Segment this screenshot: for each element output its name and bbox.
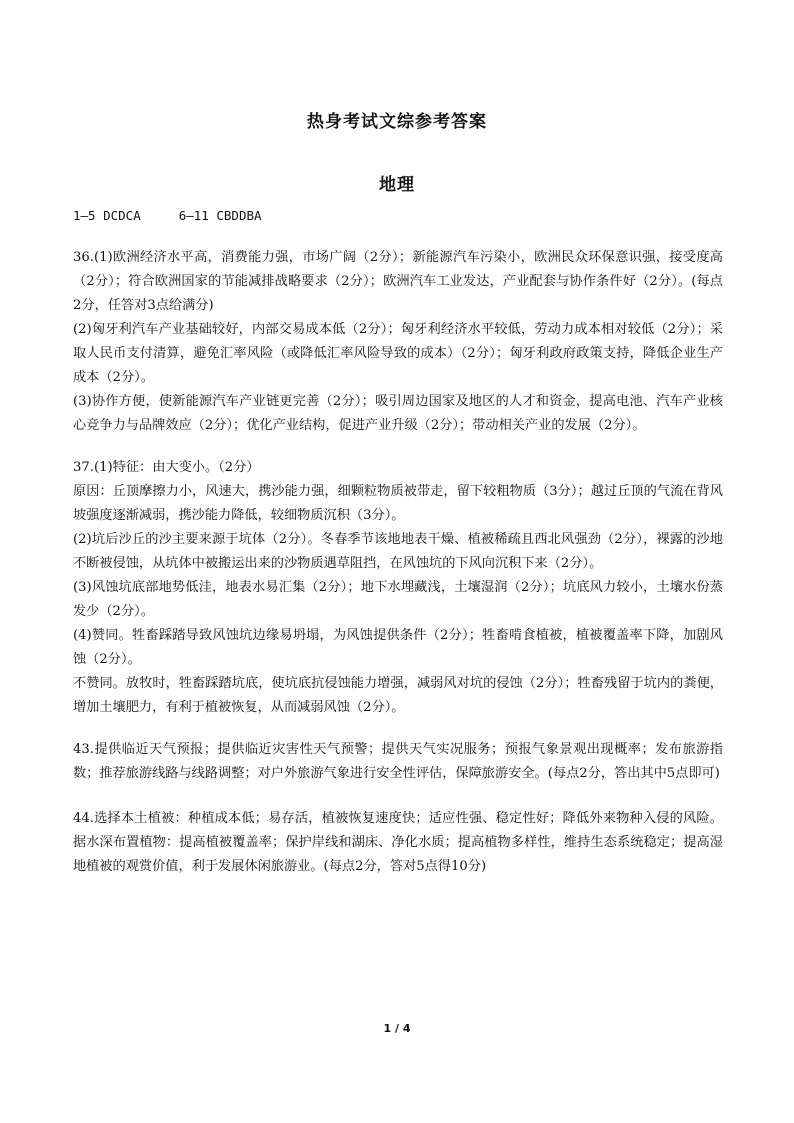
q36-part-1: 36.(1)欧洲经济水平高，消费能力强，市场广阔（2分）；新能源汽车污染小，欧洲民众环保意识强，接受度高（2分）；符合欧洲国家的节能减排战略要求（2分）；欧洲汽车工业发达，产业配套与协作条件好（2分）。(每点2分，任答对3点给满分): [73, 250, 723, 313]
q37-part-3: (3)风蚀坑底部地势低洼，地表水易汇集（2分）；地下水埋藏浅，土壤湿润（2分）；坑底风力较小，土壤水份蒸发少（2分）。: [73, 580, 723, 619]
q36-part-2: (2)匈牙利汽车产业基础较好，内部交易成本低（2分）；匈牙利经济水平较低，劳动力成本相对较低（2分）；采取人民币支付清算，避免汇率风险（或降低汇率风险导致的成本）（2分）；匈牙利政府政策支持，降低企业生产成本（2分）。: [73, 322, 723, 385]
question-44: [73, 807, 723, 879]
mc-answers-1-5: 1—5 DCDCA: [73, 208, 141, 223]
q37-part-1: 37.(1)特征：由大变小。（2分）: [73, 460, 260, 475]
question-37: [73, 456, 723, 720]
mc-answers-6-11: 6—11 CBDDBA: [178, 208, 262, 223]
page-number: 1 / 4: [383, 1022, 411, 1035]
q37-part-2: (2)坑后沙丘的沙主要来源于坑体（2分）。冬春季节该地地表干燥、植被稀疏且西北风强劲（2分），裸露的沙地不断被侵蚀，从坑体中被搬运出来的沙物质遇草阻挡，在风蚀坑的下风向沉积下来（2分）。: [73, 532, 723, 571]
question-36: [73, 246, 723, 438]
q37-part-4-agree: (4)赞同。牲畜踩踏导致风蚀坑边缘易坍塌，为风蚀提供条件（2分）；牲畜啃食植被，植被覆盖率下降，加剧风蚀（2分）。: [73, 628, 723, 667]
answer-body: [73, 204, 723, 879]
multiple-choice-answers: [73, 204, 723, 228]
question-43: [73, 738, 723, 786]
q37-reason: 原因：丘顶摩擦力小，风速大，携沙能力强，细颗粒物质被带走，留下较粗物质（3分）；越过丘顶的气流在背风坡强度逐渐减弱，携沙能力降低，较细物质沉积（3分）。: [73, 484, 723, 523]
q36-part-3: (3)协作方便，使新能源汽车产业链更完善（2分）；吸引周边国家及地区的人才和资金，提高电池、汽车产业核心竞争力与品牌效应（2分）；优化产业结构，促进产业升级（2分）；带动相关产业的发展（2分）。: [73, 394, 723, 433]
q37-part-4-disagree: 不赞同。放牧时，牲畜踩踏坑底，使坑底抗侵蚀能力增强，减弱风对坑的侵蚀（2分）；牲畜残留于坑内的粪便，增加土壤肥力，有利于植被恢复，从而减弱风蚀（2分）。: [73, 676, 723, 715]
q44-answer: 44.选择本土植被：种植成本低；易存活，植被恢复速度快；适应性强、稳定性好；降低外来物种入侵的风险。据水深布置植物：提高植被覆盖率；保护岸线和湖床、净化水质；提高植物多样性，维持生态系统稳定；提高湿地植被的观赏价值，利于发展休闲旅游业。(每点2分，答对5点得10分): [73, 811, 723, 874]
section-title-geography: 地理: [379, 175, 415, 195]
q43-answer: 43.提供临近天气预报；提供临近灾害性天气预警；提供天气实况服务；预报气象景观出现概率；发布旅游指数；推荐旅游线路与线路调整；对户外旅游气象进行安全性评估，保障旅游安全。(每点2分，答出其中5点即可): [73, 742, 723, 781]
document-title: 热身考试文综参考答案: [307, 112, 487, 132]
